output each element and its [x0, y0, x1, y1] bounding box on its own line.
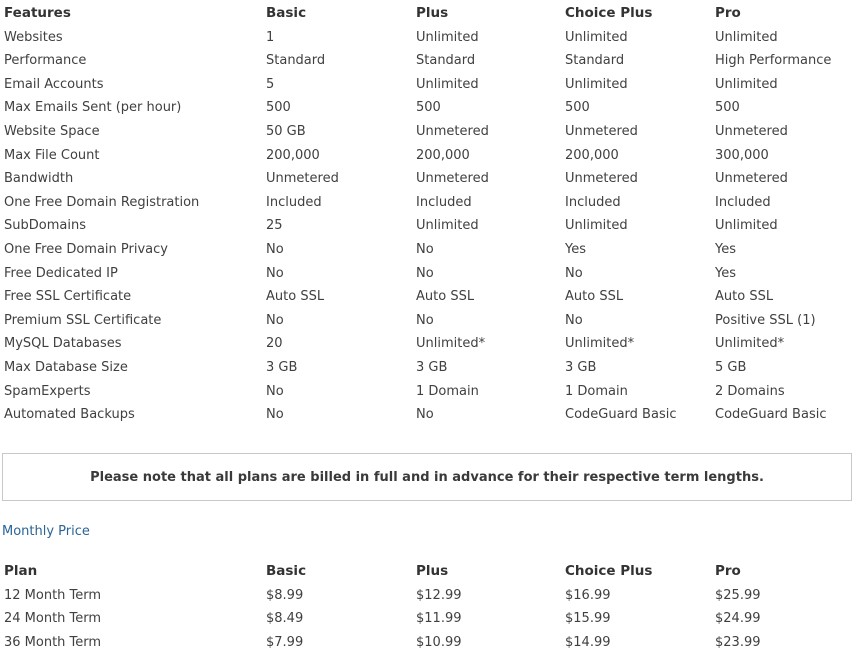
feature-cell: Unmetered: [416, 123, 489, 139]
price-cell: $16.99: [565, 587, 611, 603]
feature-row-label: Email Accounts: [4, 76, 104, 92]
feature-cell: CodeGuard Basic: [715, 407, 827, 423]
feature-cell: Unlimited: [565, 29, 628, 45]
price-cell: $23.99: [715, 634, 761, 650]
feature-cell: No: [416, 407, 434, 423]
feature-cell: 200,000: [565, 147, 619, 163]
feature-cell: High Performance: [715, 53, 832, 69]
billing-note: [2, 453, 852, 501]
feature-cell: Included: [266, 194, 322, 210]
feature-cell: Unlimited*: [565, 336, 635, 352]
feature-row-label: Free SSL Certificate: [4, 289, 132, 305]
feature-cell: Standard: [266, 53, 326, 69]
price-cell: $10.99: [416, 634, 462, 650]
feature-row: [0, 167, 856, 191]
feature-cell: Unmetered: [266, 171, 339, 187]
price-row-label: 12 Month Term: [4, 587, 102, 603]
feature-cell: 500: [565, 100, 590, 116]
feature-row-label: Max Emails Sent (per hour): [4, 100, 182, 116]
feature-cell: 3 GB: [416, 359, 448, 375]
feature-cell: Yes: [715, 265, 736, 281]
feature-cell: Included: [416, 194, 472, 210]
feature-cell: No: [416, 241, 434, 257]
price-row-label: 36 Month Term: [4, 634, 102, 650]
feature-cell: Unmetered: [715, 123, 788, 139]
price-row: [0, 584, 856, 608]
feature-row-label: Max File Count: [4, 147, 100, 163]
feature-cell: No: [266, 312, 284, 328]
feature-cell: CodeGuard Basic: [565, 407, 677, 423]
price-cell: $25.99: [715, 587, 761, 603]
feature-row-label: SpamExperts: [4, 383, 91, 399]
feature-row-label: Automated Backups: [4, 407, 135, 423]
feature-cell: 5: [266, 76, 275, 92]
feature-row-label: Performance: [4, 53, 87, 69]
feature-cell: Unlimited: [565, 218, 628, 234]
feature-cell: Unmetered: [715, 171, 788, 187]
feature-column-header: Features: [4, 5, 71, 21]
feature-row: [0, 285, 856, 309]
feature-cell: No: [416, 312, 434, 328]
feature-row: [0, 26, 856, 50]
feature-cell: 25: [266, 218, 283, 234]
feature-cell: Positive SSL (1): [715, 312, 816, 328]
feature-cell: 500: [266, 100, 291, 116]
feature-cell: Standard: [565, 53, 625, 69]
feature-row: [0, 144, 856, 168]
feature-cell: Unlimited: [416, 29, 479, 45]
feature-row: [0, 403, 856, 427]
feature-row-label: Premium SSL Certificate: [4, 312, 162, 328]
feature-row: [0, 309, 856, 333]
feature-column-header: Pro: [715, 5, 741, 21]
monthly-price-title: Monthly Price: [2, 524, 90, 539]
feature-cell: No: [266, 265, 284, 281]
price-cell: $8.99: [266, 587, 304, 603]
pricing-table: [0, 560, 856, 654]
price-row-label: 24 Month Term: [4, 611, 102, 627]
price-column-header: Basic: [266, 563, 307, 579]
price-cell: $15.99: [565, 611, 611, 627]
feature-row: [0, 214, 856, 238]
feature-cell: 50 GB: [266, 123, 306, 139]
feature-cell: Unlimited: [416, 76, 479, 92]
price-column-header: Pro: [715, 563, 741, 579]
feature-row: [0, 238, 856, 262]
feature-cell: Unmetered: [565, 123, 638, 139]
price-header-row: [0, 560, 856, 584]
feature-row: [0, 120, 856, 144]
feature-column-header: Choice Plus: [565, 5, 653, 21]
feature-row: [0, 96, 856, 120]
feature-row-label: SubDomains: [4, 218, 86, 234]
feature-cell: 1 Domain: [416, 383, 479, 399]
feature-cell: No: [266, 383, 284, 399]
feature-row: [0, 73, 856, 97]
feature-cell: Yes: [715, 241, 736, 257]
feature-row-label: Free Dedicated IP: [4, 265, 118, 281]
feature-row: [0, 356, 856, 380]
feature-cell: 300,000: [715, 147, 769, 163]
feature-cell: Auto SSL: [416, 289, 475, 305]
feature-row-label: Website Space: [4, 123, 100, 139]
feature-cell: 200,000: [266, 147, 320, 163]
feature-cell: Unlimited*: [416, 336, 486, 352]
feature-cell: 200,000: [416, 147, 470, 163]
feature-cell: 500: [416, 100, 441, 116]
feature-cell: Unmetered: [565, 171, 638, 187]
feature-row-label: One Free Domain Privacy: [4, 241, 168, 257]
feature-column-header: Basic: [266, 5, 307, 21]
feature-row-label: Max Database Size: [4, 359, 128, 375]
feature-cell: Unlimited: [715, 76, 778, 92]
feature-row-label: MySQL Databases: [4, 336, 122, 352]
feature-cell: Unmetered: [416, 171, 489, 187]
price-cell: $7.99: [266, 634, 304, 650]
feature-row: [0, 332, 856, 356]
feature-row: [0, 191, 856, 215]
feature-row: [0, 380, 856, 404]
feature-cell: Auto SSL: [266, 289, 325, 305]
feature-cell: No: [565, 312, 583, 328]
feature-cell: No: [266, 407, 284, 423]
feature-cell: 5 GB: [715, 359, 747, 375]
price-cell: $8.49: [266, 611, 304, 627]
feature-row-label: Bandwidth: [4, 171, 74, 187]
feature-cell: No: [416, 265, 434, 281]
feature-cell: No: [565, 265, 583, 281]
feature-row: [0, 49, 856, 73]
feature-cell: Standard: [416, 53, 476, 69]
price-column-header: Choice Plus: [565, 563, 653, 579]
billing-note-text: Please note that all plans are billed in full and in advance for their respective term lengths.: [90, 469, 764, 485]
feature-row: [0, 262, 856, 286]
feature-cell: Yes: [565, 241, 586, 257]
feature-cell: 20: [266, 336, 283, 352]
feature-cell: Included: [715, 194, 771, 210]
price-cell: $24.99: [715, 611, 761, 627]
price-cell: $12.99: [416, 587, 462, 603]
price-column-header: Plan: [4, 563, 38, 579]
feature-cell: Unlimited: [416, 218, 479, 234]
features-table: [0, 2, 856, 427]
price-column-header: Plus: [416, 563, 449, 579]
feature-row-label: One Free Domain Registration: [4, 194, 200, 210]
feature-cell: Unlimited*: [715, 336, 785, 352]
feature-cell: 500: [715, 100, 740, 116]
price-row: [0, 631, 856, 655]
feature-cell: Auto SSL: [565, 289, 624, 305]
feature-column-header: Plus: [416, 5, 449, 21]
feature-cell: 1 Domain: [565, 383, 628, 399]
feature-cell: Unlimited: [565, 76, 628, 92]
feature-cell: 3 GB: [266, 359, 298, 375]
feature-header-row: [0, 2, 856, 26]
feature-cell: Unlimited: [715, 29, 778, 45]
feature-cell: Unlimited: [715, 218, 778, 234]
price-cell: $11.99: [416, 611, 462, 627]
feature-cell: No: [266, 241, 284, 257]
feature-cell: 1: [266, 29, 275, 45]
feature-row-label: Websites: [4, 29, 63, 45]
feature-cell: 3 GB: [565, 359, 597, 375]
feature-cell: Auto SSL: [715, 289, 774, 305]
feature-cell: 2 Domains: [715, 383, 785, 399]
feature-cell: Included: [565, 194, 621, 210]
price-row: [0, 607, 856, 631]
price-cell: $14.99: [565, 634, 611, 650]
